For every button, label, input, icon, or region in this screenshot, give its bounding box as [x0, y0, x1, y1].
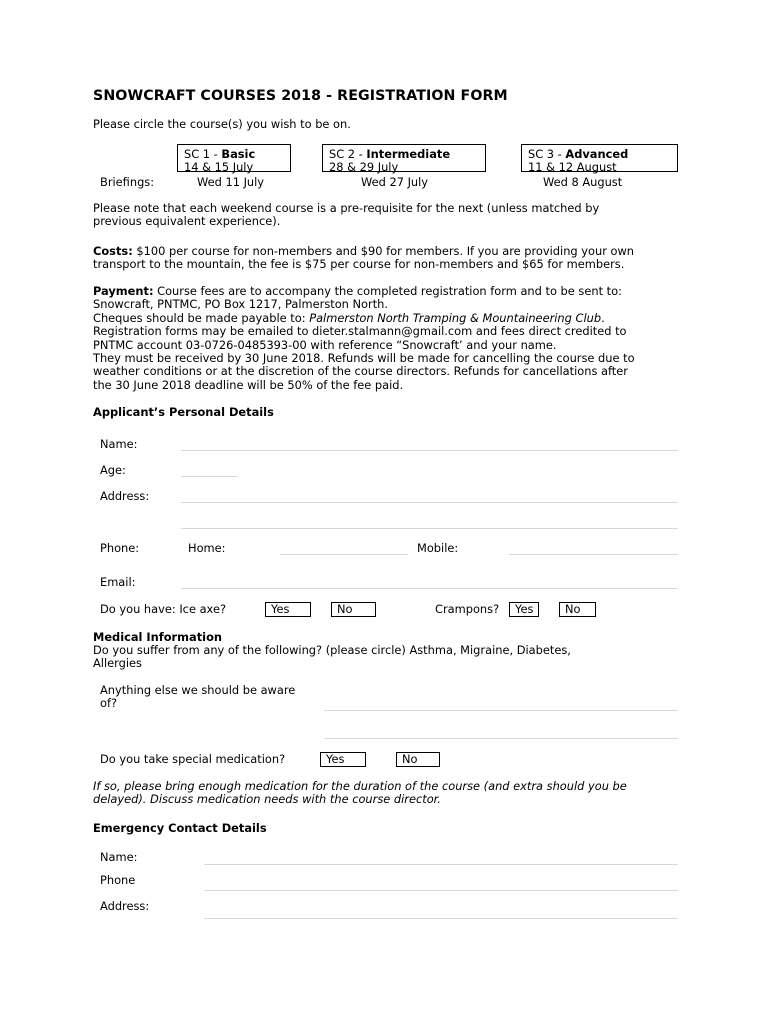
age-label: Age:: [100, 463, 126, 477]
briefing-sc2: Wed 27 July: [361, 175, 429, 189]
phone-label: Phone:: [100, 541, 140, 555]
form-title: SNOWCRAFT COURSES 2018 - REGISTRATION FORM: [93, 88, 508, 104]
course-dates: 11 & 12 August: [528, 160, 617, 174]
course-level: Basic: [221, 147, 256, 161]
crampons-no-option[interactable]: No: [559, 602, 596, 617]
mobile-label: Mobile:: [417, 541, 459, 555]
course-level: Advanced: [565, 147, 629, 161]
medication-yes-option[interactable]: Yes: [320, 752, 366, 767]
costs-paragraph: [93, 245, 638, 272]
medical-heading: Medical Information: [93, 630, 223, 644]
ice-axe-yes-option[interactable]: Yes: [265, 602, 311, 617]
course-dates: 28 & 29 July: [329, 160, 399, 174]
name-label: Name:: [100, 437, 138, 451]
deadline-text: They must be received by 30 June 2018. Refunds will be made for cancelling the course due to weather conditions or at the discretion of the course directors. Refunds for cancellations after the 30 June 2018 deadline will be 50% of the fee paid.: [93, 351, 635, 392]
costs-text: $100 per course for non-members and $90 for members. If you are providing your own transport to the mountain, the fee is $75 per course for non-members and $65 for members.: [93, 244, 635, 272]
briefing-sc3: Wed 8 August: [543, 175, 623, 189]
cheques-prefix: Cheques should be made payable to:: [93, 310, 310, 325]
club-name: Palmerston North Tramping & Mountaineering Club: [309, 310, 602, 325]
medication-label: Do you take special medication?: [100, 752, 286, 766]
emergency-address-field[interactable]: [204, 918, 678, 919]
email-instructions: Registration forms may be emailed to dieter.stalmann@gmail.com and fees direct credited to PNTMC account 03-0726-0485393-00 with reference “Snowcraft’ and your name.: [93, 324, 627, 352]
course-level: Intermediate: [366, 147, 451, 161]
home-phone-field[interactable]: [280, 554, 408, 555]
anything-else-label: Anything else we should be aware of?: [100, 683, 296, 711]
medical-question: Do you suffer from any of the following? (please circle) Asthma, Migraine, Diabetes, Allergies: [93, 643, 571, 671]
emergency-name-field[interactable]: [204, 864, 678, 865]
payment-label: Payment:: [93, 284, 154, 298]
course-option-sc2[interactable]: [322, 144, 486, 172]
medication-note: If so, please bring enough medication for the duration of the course (and extra should you be delayed). Discuss medication needs with the course director.: [93, 779, 627, 807]
applicant-heading: Applicant’s Personal Details: [93, 405, 274, 419]
course-dates: 14 & 15 July: [184, 160, 254, 174]
course-code: SC 2 -: [329, 147, 367, 161]
anything-else-field-line-2[interactable]: [324, 738, 678, 739]
emergency-phone-field[interactable]: [204, 890, 678, 891]
course-option-sc3[interactable]: [521, 144, 678, 172]
emergency-name-label: Name:: [100, 850, 138, 864]
crampons-label: Crampons?: [435, 602, 500, 616]
emergency-heading: Emergency Contact Details: [93, 821, 267, 835]
ice-axe-label: Do you have: Ice axe?: [100, 602, 226, 616]
intro-text: Please circle the course(s) you wish to be on.: [93, 117, 351, 131]
ice-axe-no-option[interactable]: No: [331, 602, 376, 617]
email-label: Email:: [100, 575, 136, 589]
cheques-suffix: .: [601, 310, 605, 325]
medication-no-option[interactable]: No: [396, 752, 440, 767]
course-option-sc1[interactable]: [177, 144, 291, 172]
address-field-line-2[interactable]: [181, 528, 678, 529]
emergency-phone-label: Phone: [100, 873, 136, 887]
briefings-label: Briefings:: [100, 175, 155, 189]
home-label: Home:: [188, 541, 226, 555]
emergency-address-label: Address:: [100, 899, 150, 913]
anything-else-field[interactable]: [324, 710, 678, 711]
age-field[interactable]: [181, 476, 238, 477]
address-label: Address:: [100, 489, 150, 503]
email-field[interactable]: [181, 588, 678, 589]
costs-label: Costs:: [93, 244, 133, 258]
name-field[interactable]: [181, 450, 678, 451]
briefing-sc1: Wed 11 July: [197, 175, 265, 189]
prereq-note: Please note that each weekend course is a pre-requisite for the next (unless matched by previous equivalent experience).: [93, 201, 600, 229]
payment-text: Course fees are to accompany the completed registration form and to be sent to: Snowcraft, PNTMC, PO Box 1217, Palmerston North.: [93, 284, 622, 312]
crampons-yes-option[interactable]: Yes: [509, 602, 539, 617]
payment-paragraph: [93, 285, 638, 392]
course-code: SC 1 -: [184, 147, 222, 161]
mobile-phone-field[interactable]: [509, 554, 678, 555]
address-field[interactable]: [181, 502, 678, 503]
course-code: SC 3 -: [528, 147, 566, 161]
